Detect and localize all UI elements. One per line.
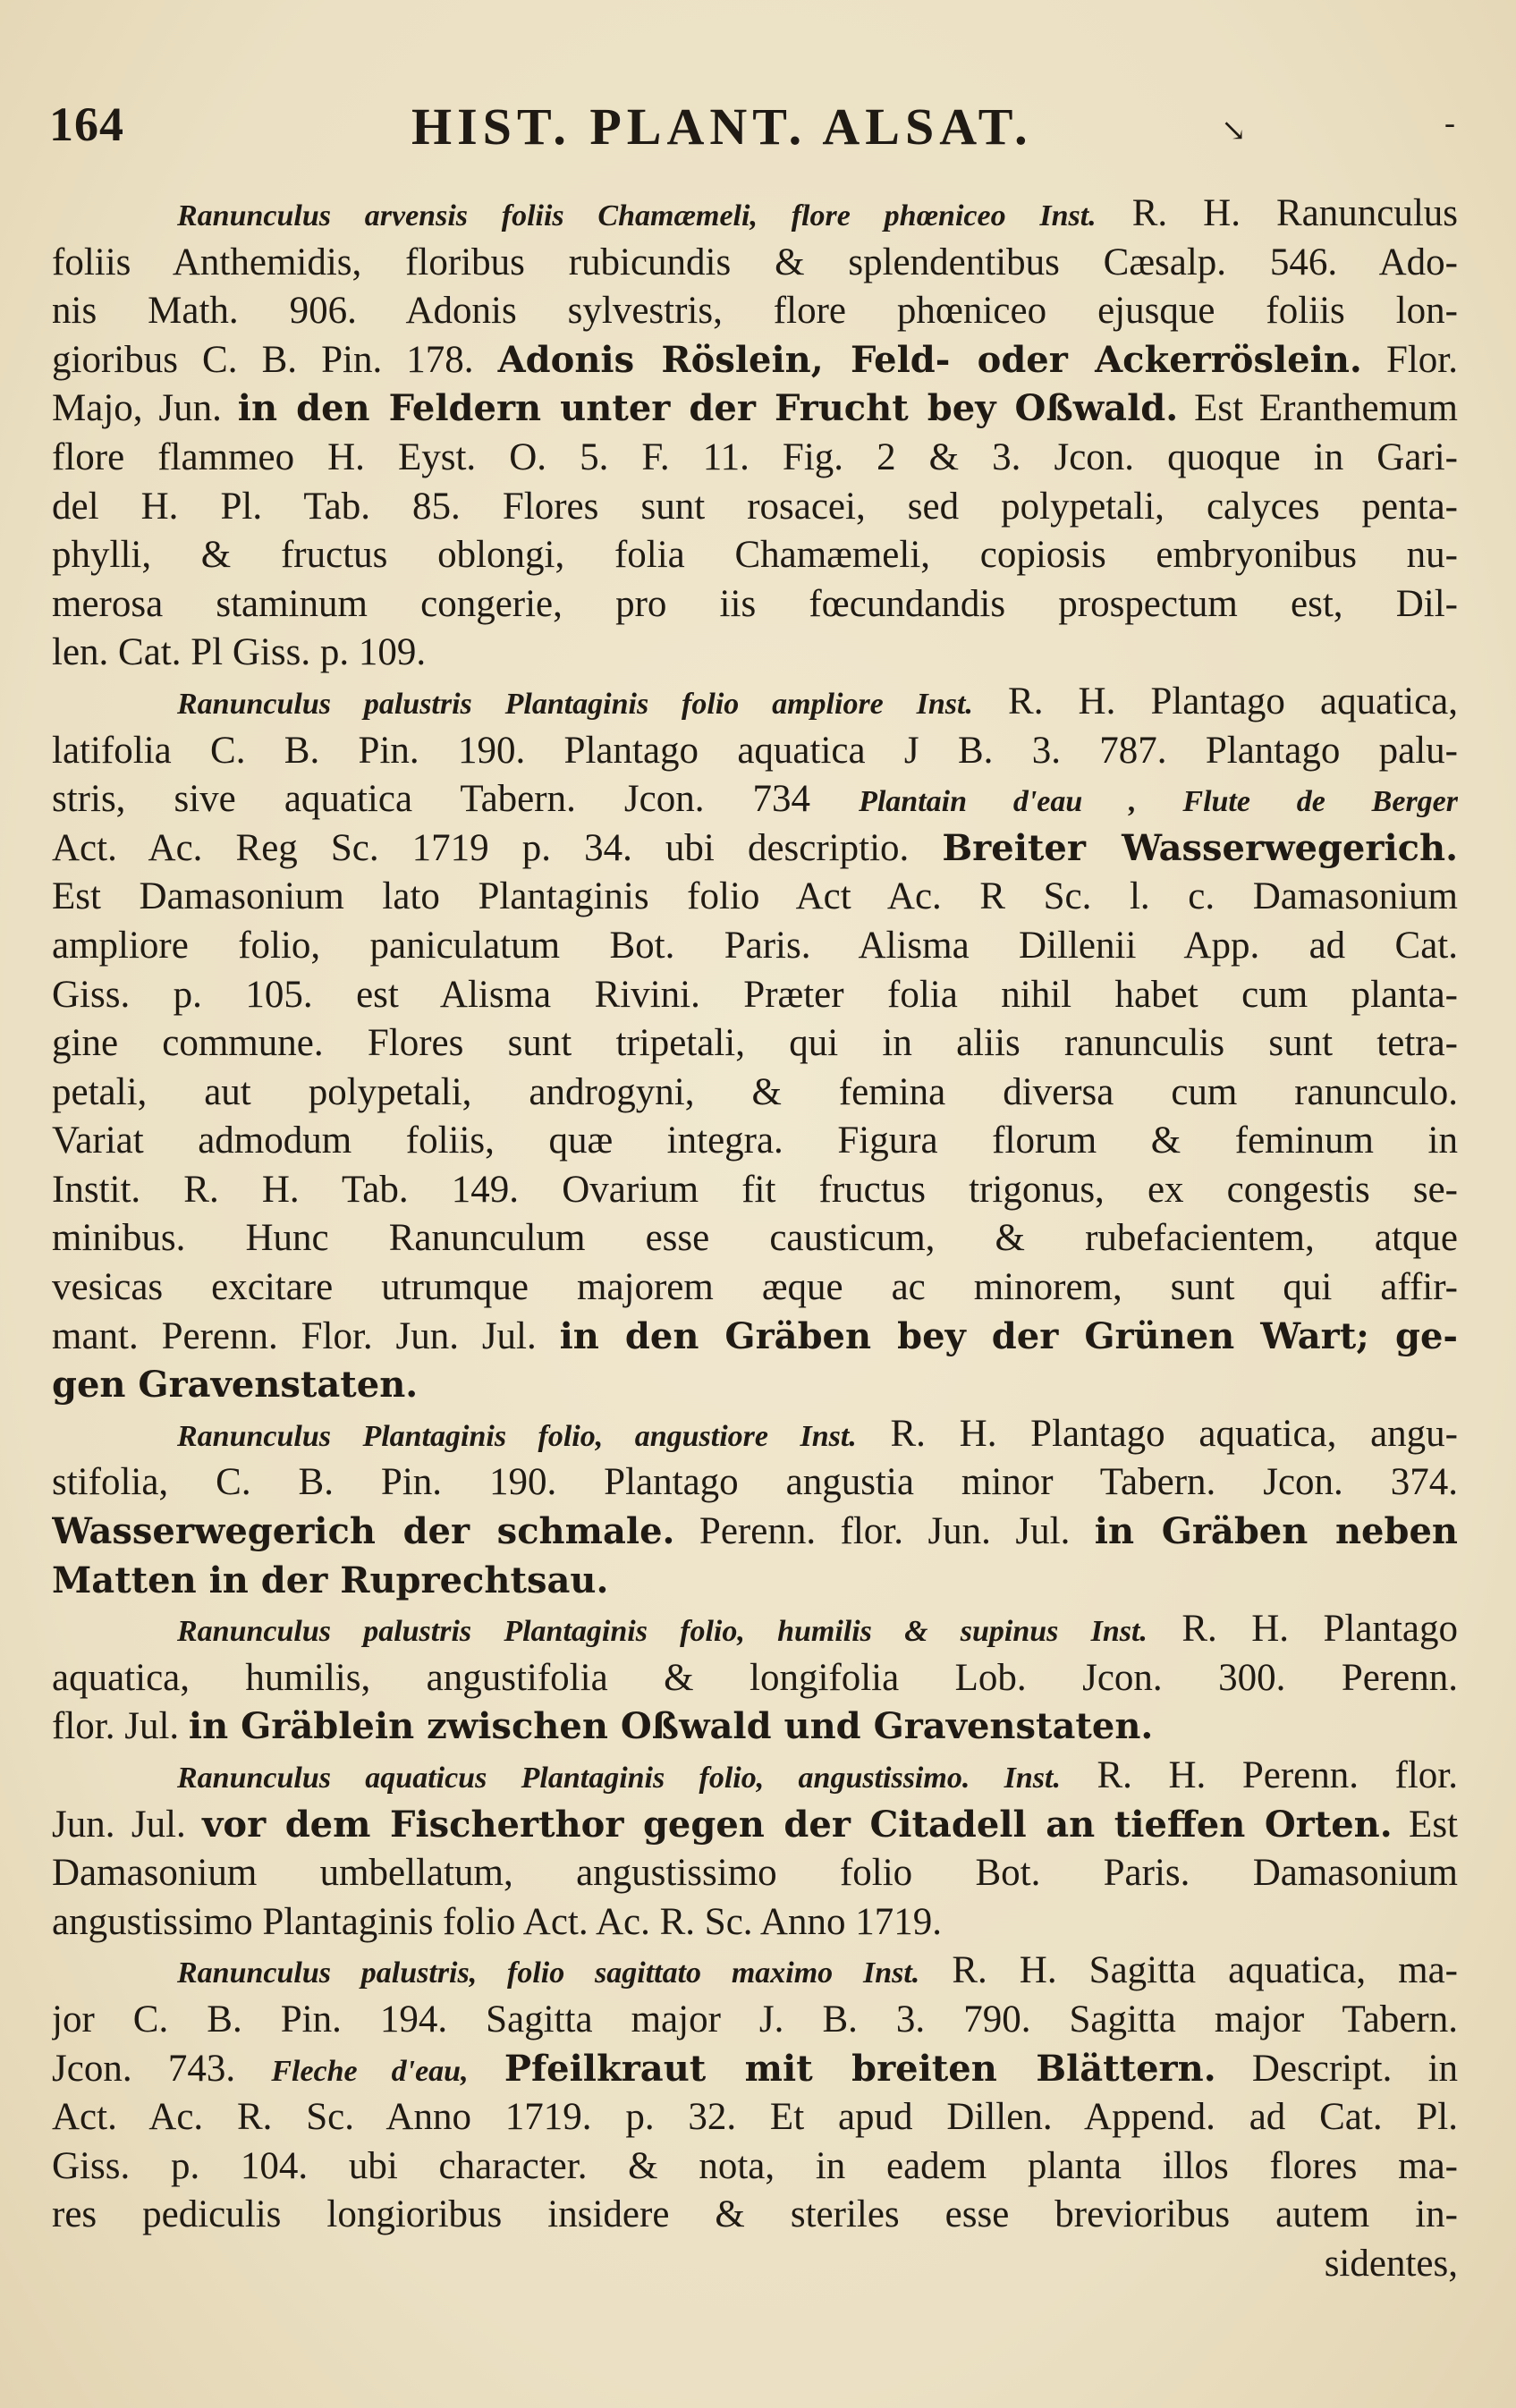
text-line <box>52 239 1458 288</box>
text-span: Damasonium umbellatum, angustissimo folio Bot. Paris. Damasonium <box>52 1852 1458 1895</box>
text-span: Est Eranthemum <box>1178 387 1458 430</box>
text-span: Perenn. flor. Jun. Jul. <box>674 1510 1095 1553</box>
text-line <box>52 678 1458 727</box>
text-span: flore flammeo H. Eyst. O. 5. F. 11. Fig. 2 & 3. Jcon. quoque in Gari- <box>52 435 1458 478</box>
text-line <box>52 2045 1458 2094</box>
text-span: R. H. Sagitta aquatica, ma- <box>919 1949 1458 1992</box>
text-span: angustissimo Plantaginis folio Act. Ac. R. Sc. Anno 1719. <box>52 1900 942 1943</box>
text-span: vesicas excitare utrumque majorem æque ac minorem, sunt qui affir- <box>52 1266 1458 1309</box>
text-line <box>52 434 1458 483</box>
text-line <box>52 384 1458 434</box>
german-name-blackletter: Adonis Röslein, Feld- oder Ackerröslein. <box>497 338 1362 381</box>
german-name-blackletter: Wasserwegerich der schmale. <box>52 1510 675 1553</box>
latin-name-italic: Plantain d'eau , Flute de Berger <box>859 785 1458 819</box>
text-span: Giss. p. 105. est Alisma Rivini. Præter folia nihil habet cum planta- <box>52 973 1458 1016</box>
text-line <box>52 1654 1458 1703</box>
text-line <box>52 2240 1458 2289</box>
text-line <box>52 1019 1458 1069</box>
text-line <box>52 287 1458 336</box>
latin-name-italic: Fleche d'eau, <box>271 2054 469 2088</box>
text-span: gioribus C. B. Pin. 178. <box>52 338 498 381</box>
latin-name-italic: Ranunculus arvensis foliis Chamæmeli, flore phœniceo Inst. <box>177 199 1097 232</box>
text-line <box>52 971 1458 1020</box>
text-line <box>52 1166 1458 1215</box>
latin-name-italic: Ranunculus Plantaginis folio, angustiore Inst. <box>177 1419 857 1453</box>
text-line <box>52 580 1458 629</box>
text-span: ampliore folio, paniculatum Bot. Paris. Alisma Dillenii App. ad Cat. <box>52 924 1458 967</box>
text-span: mant. Perenn. Flor. Jun. Jul. <box>52 1314 560 1357</box>
german-name-blackletter: Breiter Wasserwegerich. <box>942 826 1458 869</box>
text-span <box>469 2048 504 2090</box>
page-header <box>49 97 1480 168</box>
text-line <box>52 1313 1458 1362</box>
text-line <box>52 1214 1458 1263</box>
text-span: merosa staminum congerie, pro iis fœcundandis prospectum est, Dil- <box>52 582 1458 625</box>
text-span: Act. Ac. Reg Sc. 1719 p. 34. ubi descriptio. <box>52 826 943 869</box>
text-span: R. H. Plantago aquatica, <box>972 680 1458 722</box>
text-span: Est <box>1392 1803 1458 1846</box>
text-span: Jcon. 743. <box>52 2047 272 2090</box>
text-line <box>52 1898 1458 1948</box>
text-span: Est Damasonium lato Plantaginis folio Act Ac. R Sc. l. c. Damasonium <box>52 875 1458 918</box>
text-span: R. H. Ranunculus <box>1096 192 1458 234</box>
text-span: R. H. Plantago aquatica, angu- <box>856 1412 1458 1455</box>
text-line <box>52 1849 1458 1898</box>
text-span: R. H. Plantago <box>1147 1608 1458 1651</box>
text-span: len. Cat. Pl Giss. p. 109. <box>52 631 427 674</box>
text-line <box>52 1947 1458 1996</box>
latin-name-italic: Ranunculus aquaticus Plantaginis folio, angustissimo. Inst. <box>177 1762 1061 1795</box>
latin-name-italic: Ranunculus palustris Plantaginis folio, humilis & supinus Inst. <box>177 1615 1148 1649</box>
text-line <box>52 1508 1458 1557</box>
text-span: aquatica, humilis, angustifolia & longifolia Lob. Jcon. 300. Perenn. <box>52 1656 1458 1699</box>
text-line <box>52 1263 1458 1313</box>
text-line <box>52 1557 1458 1606</box>
body-text <box>52 190 1458 2289</box>
text-line <box>52 922 1458 971</box>
german-name-blackletter: in den Gräben bey der Grünen Wart; ge- <box>559 1314 1458 1357</box>
german-name-blackletter: in Gräben neben <box>1094 1510 1458 1553</box>
german-name-blackletter: vor dem Fischerthor gegen der Citadell an tieffen Orten. <box>202 1803 1393 1846</box>
text-line <box>52 531 1458 580</box>
page-number: 164 <box>49 97 124 151</box>
text-line <box>52 483 1458 532</box>
text-span: Act. Ac. R. Sc. Anno 1719. p. 32. Et apud Dillen. Append. ad Cat. Pl. <box>52 2096 1458 2139</box>
text-span: flor. Jul. <box>52 1705 189 1748</box>
text-line <box>52 1458 1458 1508</box>
text-span: Majo, Jun. <box>52 387 238 430</box>
text-span: gine commune. Flores sunt tripetali, qui in aliis ranunculis sunt tetra- <box>52 1022 1458 1065</box>
text-line <box>52 727 1458 776</box>
text-line <box>52 2142 1458 2192</box>
text-line <box>52 1996 1458 2045</box>
latin-name-italic: Ranunculus palustris, folio sagittato maximo Inst. <box>177 1956 920 1990</box>
text-span: res pediculis longioribus insidere & steriles esse brevioribus autem in- <box>52 2193 1458 2236</box>
header-dash: - <box>1444 105 1455 140</box>
text-span: Giss. p. 104. ubi character. & nota, in eadem planta illos flores ma- <box>52 2144 1458 2187</box>
text-span: stifolia, C. B. Pin. 190. Plantago angustia minor Tabern. Jcon. 374. <box>52 1461 1458 1504</box>
text-line <box>52 1752 1458 1801</box>
text-line <box>52 1801 1458 1850</box>
text-line <box>52 775 1458 824</box>
text-line <box>52 873 1458 922</box>
text-line <box>52 336 1458 385</box>
text-span: stris, sive aquatica Tabern. Jcon. 734 <box>52 778 860 821</box>
latin-name-italic: Ranunculus palustris Plantaginis folio ampliore Inst. <box>177 687 973 721</box>
german-name-blackletter: Matten in der Ruprechtsau. <box>52 1559 609 1601</box>
running-title: HIST. PLANT. ALSAT. <box>411 97 1033 156</box>
text-span: minibus. Hunc Ranunculum esse causticum, & rubefacientem, atque <box>52 1217 1458 1260</box>
text-span: Jun. Jul. <box>52 1803 203 1846</box>
text-line <box>52 629 1458 678</box>
text-span: jor C. B. Pin. 194. Sagitta major J. B. 3. 790. Sagitta major Tabern. <box>52 1998 1458 2040</box>
text-span: foliis Anthemidis, floribus rubicundis & splendentibus Cæsalp. 546. Ado- <box>52 241 1458 283</box>
text-span: phylli, & fructus oblongi, folia Chamæmeli, copiosis embryonibus nu- <box>52 534 1458 577</box>
text-span: sidentes, <box>1324 2242 1458 2285</box>
german-name-blackletter: gen Gravenstaten. <box>52 1364 419 1407</box>
text-line <box>52 824 1458 874</box>
text-line <box>52 1361 1458 1410</box>
text-span: del H. Pl. Tab. 85. Flores sunt rosacei, sed polypetali, calyces penta- <box>52 485 1458 528</box>
text-line <box>52 2093 1458 2142</box>
text-span: petali, aut polypetali, androgyni, & femina diversa cum ranunculo. <box>52 1070 1458 1113</box>
text-span: R. H. Perenn. flor. <box>1060 1754 1458 1796</box>
text-span: nis Math. 906. Adonis sylvestris, flore phœniceo ejusque foliis lon- <box>52 290 1458 333</box>
text-line <box>52 1117 1458 1166</box>
text-line <box>52 1605 1458 1654</box>
text-line <box>52 190 1458 239</box>
german-name-blackletter: in Gräblein zwischen Oßwald und Gravenstaten. <box>188 1705 1154 1748</box>
text-line <box>52 1069 1458 1118</box>
text-line <box>52 2191 1458 2240</box>
text-line <box>52 1410 1458 1459</box>
text-span: latifolia C. B. Pin. 190. Plantago aquatica J B. 3. 787. Plantago palu- <box>52 729 1458 772</box>
text-span: Instit. R. H. Tab. 149. Ovarium fit fructus trigonus, ex congestis se- <box>52 1168 1458 1211</box>
german-name-blackletter: in den Feldern unter der Frucht bey Oßwald. <box>237 387 1179 430</box>
german-name-blackletter: Pfeilkraut mit breiten Blättern. <box>504 2047 1216 2090</box>
text-line <box>52 1702 1458 1752</box>
text-span: Descript. in <box>1215 2047 1458 2090</box>
text-span: Flor. <box>1361 338 1458 381</box>
text-span: Variat admodum foliis, quæ integra. Figura florum & feminum in <box>52 1120 1458 1162</box>
printer-mark: ↘ <box>1221 114 1247 148</box>
